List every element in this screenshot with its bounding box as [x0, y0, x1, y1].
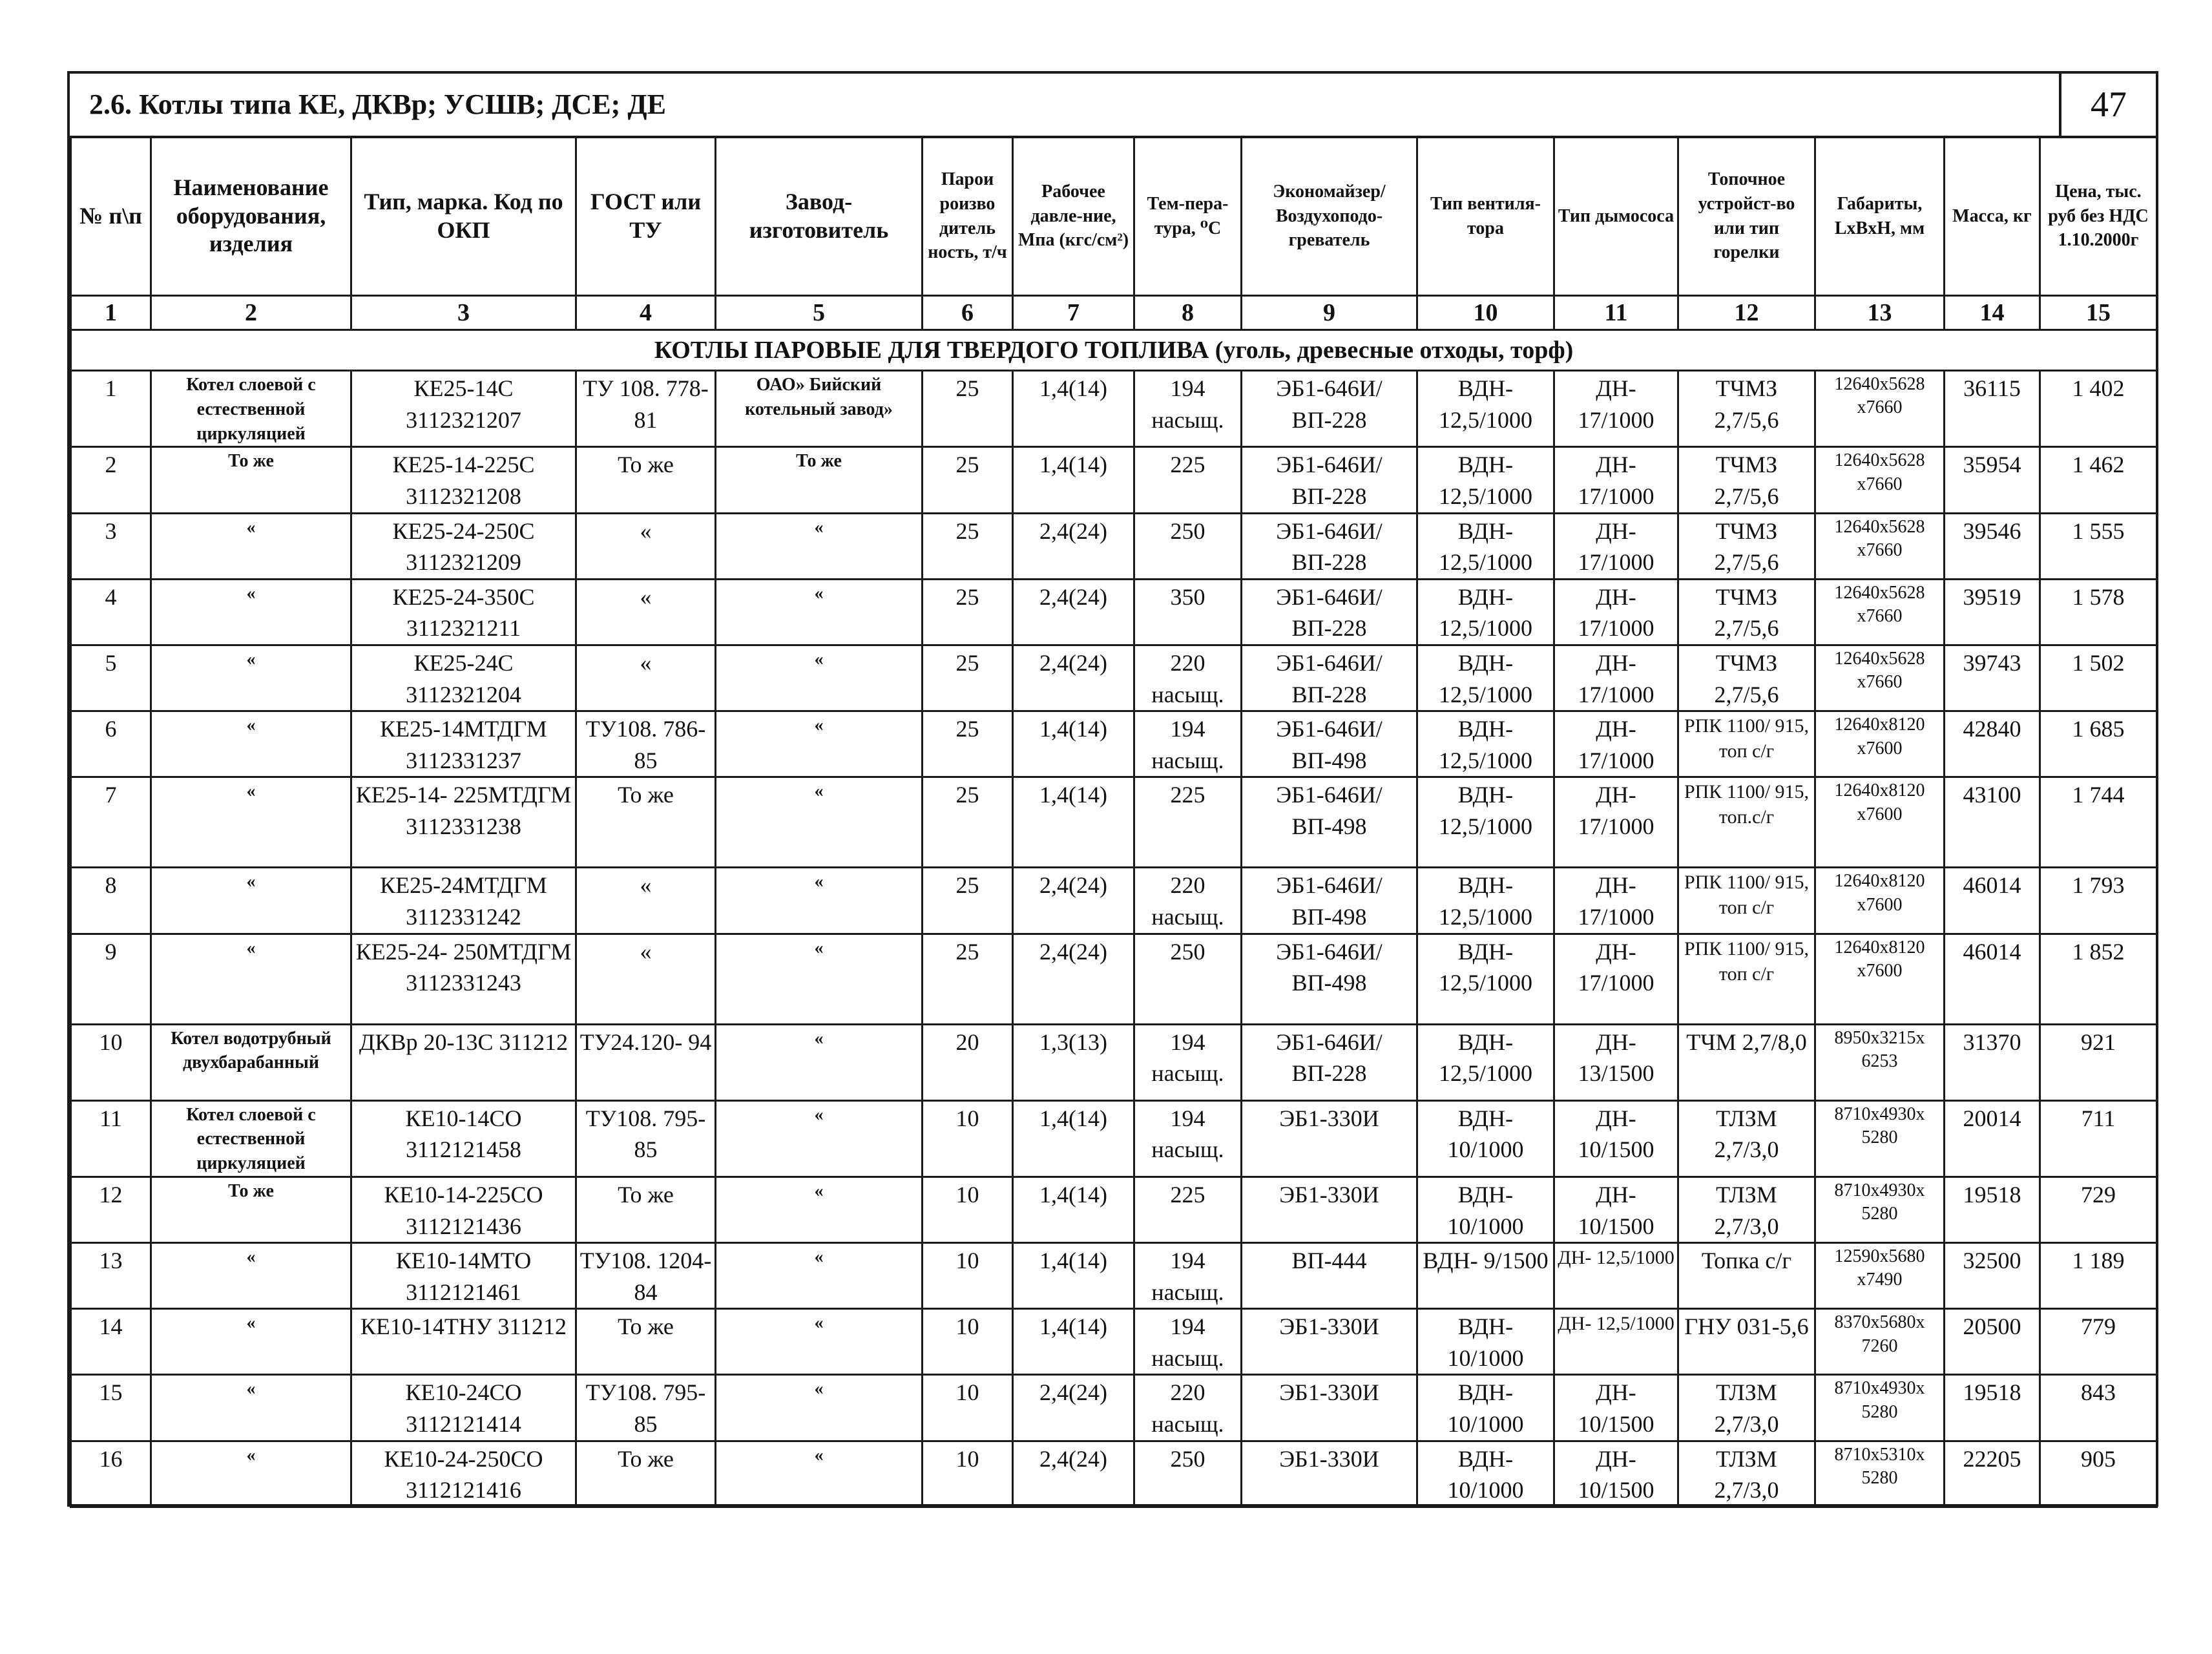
cell-temperature: 250	[1134, 1441, 1242, 1507]
cell-pressure: 2,4(24)	[1013, 1375, 1134, 1441]
cell-mass: 46014	[1945, 868, 2040, 934]
cell-exhaust-type: ДН- 10/1500	[1554, 1441, 1678, 1507]
cell-manufacturer: «	[716, 1309, 923, 1375]
cell-dimensions: 8370x5680x 7260	[1815, 1309, 1945, 1375]
cell-type-code: КЕ25-14- 225МТДГМ 3112331238	[351, 777, 576, 868]
cell-pressure: 1,4(14)	[1013, 1309, 1134, 1375]
col-header-4: ГОСТ или ТУ	[576, 137, 716, 296]
cell-price: 1 578	[2040, 579, 2157, 645]
cell-exhaust-type: ДН- 17/1000	[1554, 447, 1678, 513]
cell-equipment-name: То же	[151, 1177, 351, 1242]
cell-temperature: 194 насыщ.	[1134, 1243, 1242, 1309]
cell-capacity: 25	[923, 777, 1013, 868]
cell-manufacturer: «	[716, 1243, 923, 1309]
cell-burner-type: ТЧМЗ 2,7/5,6	[1678, 371, 1815, 447]
cell-exhaust-type: ДН- 12,5/1000	[1554, 1243, 1678, 1309]
cell-economizer: ЭБ1-330И	[1242, 1375, 1417, 1441]
cell-price: 1 555	[2040, 513, 2157, 579]
cell-dimensions: 8710x4930x 5280	[1815, 1100, 1945, 1177]
cell-temperature: 194 насыщ.	[1134, 711, 1242, 777]
cell-pressure: 1,3(13)	[1013, 1024, 1134, 1100]
cell-economizer: ЭБ1-646И/ ВП-498	[1242, 934, 1417, 1024]
table-row	[71, 1375, 2157, 1441]
cell-temperature: 220 насыщ.	[1134, 645, 1242, 711]
cell-temperature: 250	[1134, 513, 1242, 579]
cell-burner-type: ТЧМ 2,7/8,0	[1678, 1024, 1815, 1100]
cell-pressure: 1,4(14)	[1013, 1100, 1134, 1177]
cell-capacity: 10	[923, 1177, 1013, 1242]
cell-manufacturer: «	[716, 711, 923, 777]
cell-fan-type: ВДН- 12,5/1000	[1417, 513, 1554, 579]
cell-pressure: 2,4(24)	[1013, 934, 1134, 1024]
table-row	[71, 1100, 2157, 1177]
cell-temperature: 225	[1134, 777, 1242, 868]
col-header-7: Рабочее давле-ние, Мпа (кгс/см²)	[1013, 137, 1134, 296]
cell-mass: 39743	[1945, 645, 2040, 711]
cell-dimensions: 12640x8120 x7600	[1815, 777, 1945, 868]
title-bar	[70, 74, 2156, 138]
cell-type-code: КЕ25-14-225С 3112321208	[351, 447, 576, 513]
cell-economizer: ЭБ1-330И	[1242, 1100, 1417, 1177]
cell-type-code: КЕ25-14С 3112321207	[351, 371, 576, 447]
column-number: 12	[1678, 296, 1815, 330]
cell-pressure: 1,4(14)	[1013, 1177, 1134, 1242]
col-header-9: Экономайзер/ Воздухоподо-греватель	[1242, 137, 1417, 296]
column-number-row	[71, 296, 2157, 330]
cell-capacity: 25	[923, 447, 1013, 513]
cell-mass: 31370	[1945, 1024, 2040, 1100]
cell-temperature: 250	[1134, 934, 1242, 1024]
cell-gost: «	[576, 513, 716, 579]
cell-gost: ТУ108. 786-85	[576, 711, 716, 777]
cell-type-code: ДКВр 20-13С 311212	[351, 1024, 576, 1100]
cell-number: 9	[71, 934, 151, 1024]
cell-manufacturer: «	[716, 868, 923, 934]
cell-number: 11	[71, 1100, 151, 1177]
column-number: 11	[1554, 296, 1678, 330]
cell-dimensions: 12640x8120 x7600	[1815, 711, 1945, 777]
cell-burner-type: РПК 1100/ 915, топ с/г	[1678, 868, 1815, 934]
cell-price: 921	[2040, 1024, 2157, 1100]
cell-mass: 39519	[1945, 579, 2040, 645]
document-sheet	[67, 71, 2158, 1507]
cell-burner-type: ТЧМЗ 2,7/5,6	[1678, 579, 1815, 645]
cell-fan-type: ВДН- 10/1000	[1417, 1441, 1554, 1507]
cell-capacity: 25	[923, 513, 1013, 579]
cell-gost: То же	[576, 1441, 716, 1507]
cell-number: 15	[71, 1375, 151, 1441]
cell-type-code: КЕ10-24-250СО 3112121416	[351, 1441, 576, 1507]
table-row	[71, 1309, 2157, 1375]
cell-dimensions: 12640x5628 x7660	[1815, 447, 1945, 513]
col-header-11: Тип дымососа	[1554, 137, 1678, 296]
cell-capacity: 25	[923, 371, 1013, 447]
section-header-row	[71, 330, 2157, 371]
column-number: 2	[151, 296, 351, 330]
cell-exhaust-type: ДН- 17/1000	[1554, 934, 1678, 1024]
cell-economizer: ЭБ1-330И	[1242, 1177, 1417, 1242]
cell-exhaust-type: ДН- 17/1000	[1554, 868, 1678, 934]
cell-gost: ТУ 108. 778-81	[576, 371, 716, 447]
cell-equipment-name: «	[151, 1375, 351, 1441]
cell-number: 2	[71, 447, 151, 513]
cell-dimensions: 8710x4930x 5280	[1815, 1177, 1945, 1242]
cell-gost: «	[576, 934, 716, 1024]
cell-dimensions: 8710x4930x 5280	[1815, 1375, 1945, 1441]
cell-economizer: ЭБ1-646И/ ВП-228	[1242, 1024, 1417, 1100]
cell-number: 10	[71, 1024, 151, 1100]
cell-capacity: 20	[923, 1024, 1013, 1100]
cell-temperature: 194 насыщ.	[1134, 1100, 1242, 1177]
col-header-12: Топочное устройст-во или тип горелки	[1678, 137, 1815, 296]
cell-economizer: ЭБ1-646И/ ВП-228	[1242, 371, 1417, 447]
cell-burner-type: ТЧМЗ 2,7/5,6	[1678, 447, 1815, 513]
section-title: КОТЛЫ ПАРОВЫЕ ДЛЯ ТВЕРДОГО ТОПЛИВА (уголь, древесные отходы, торф)	[71, 330, 2157, 371]
cell-capacity: 10	[923, 1100, 1013, 1177]
cell-temperature: 220 насыщ.	[1134, 1375, 1242, 1441]
table-row	[71, 579, 2157, 645]
cell-fan-type: ВДН- 12,5/1000	[1417, 447, 1554, 513]
cell-mass: 19518	[1945, 1375, 2040, 1441]
cell-equipment-name: «	[151, 1441, 351, 1507]
cell-temperature: 194 насыщ.	[1134, 1309, 1242, 1375]
cell-manufacturer: То же	[716, 447, 923, 513]
column-number: 7	[1013, 296, 1134, 330]
cell-type-code: КЕ25-14МТДГМ 3112331237	[351, 711, 576, 777]
cell-temperature: 225	[1134, 447, 1242, 513]
cell-mass: 19518	[1945, 1177, 2040, 1242]
cell-equipment-name: «	[151, 579, 351, 645]
cell-price: 1 852	[2040, 934, 2157, 1024]
table-row	[71, 777, 2157, 868]
cell-number: 6	[71, 711, 151, 777]
cell-mass: 32500	[1945, 1243, 2040, 1309]
cell-fan-type: ВДН- 12,5/1000	[1417, 579, 1554, 645]
cell-type-code: КЕ25-24С 3112321204	[351, 645, 576, 711]
cell-economizer: ЭБ1-646И/ ВП-498	[1242, 868, 1417, 934]
cell-gost: «	[576, 868, 716, 934]
cell-mass: 20500	[1945, 1309, 2040, 1375]
cell-number: 13	[71, 1243, 151, 1309]
cell-fan-type: ВДН- 10/1000	[1417, 1309, 1554, 1375]
cell-gost: То же	[576, 1309, 716, 1375]
cell-economizer: ЭБ1-330И	[1242, 1441, 1417, 1507]
cell-equipment-name: То же	[151, 447, 351, 513]
cell-fan-type: ВДН- 12,5/1000	[1417, 1024, 1554, 1100]
page-title: 2.6. Котлы типа КЕ, ДКВр; УСШВ; ДСЕ; ДЕ	[89, 89, 666, 120]
cell-exhaust-type: ДН- 17/1000	[1554, 777, 1678, 868]
cell-number: 5	[71, 645, 151, 711]
column-number: 15	[2040, 296, 2157, 330]
column-number: 3	[351, 296, 576, 330]
cell-dimensions: 12640x8120 x7600	[1815, 934, 1945, 1024]
cell-gost: «	[576, 579, 716, 645]
cell-gost: ТУ24.120- 94	[576, 1024, 716, 1100]
cell-price: 1 793	[2040, 868, 2157, 934]
cell-pressure: 2,4(24)	[1013, 1441, 1134, 1507]
cell-mass: 22205	[1945, 1441, 2040, 1507]
col-header-5: Завод-изготовитель	[716, 137, 923, 296]
cell-price: 1 462	[2040, 447, 2157, 513]
cell-burner-type: РПК 1100/ 915, топ с/г	[1678, 711, 1815, 777]
cell-price: 1 402	[2040, 371, 2157, 447]
cell-economizer: ВП-444	[1242, 1243, 1417, 1309]
cell-type-code: КЕ25-24- 250МТДГМ 3112331243	[351, 934, 576, 1024]
cell-temperature: 194 насыщ.	[1134, 1024, 1242, 1100]
cell-capacity: 25	[923, 645, 1013, 711]
cell-number: 3	[71, 513, 151, 579]
table-row	[71, 1024, 2157, 1100]
cell-type-code: КЕ10-14МТО 3112121461	[351, 1243, 576, 1309]
cell-fan-type: ВДН- 10/1000	[1417, 1177, 1554, 1242]
column-number: 13	[1815, 296, 1945, 330]
cell-gost: ТУ108. 795-85	[576, 1375, 716, 1441]
cell-dimensions: 12640x5628 x7660	[1815, 513, 1945, 579]
cell-capacity: 25	[923, 711, 1013, 777]
cell-pressure: 1,4(14)	[1013, 447, 1134, 513]
col-header-3: Тип, марка. Код по ОКП	[351, 137, 576, 296]
cell-dimensions: 12640x5628 x7660	[1815, 579, 1945, 645]
cell-manufacturer: «	[716, 934, 923, 1024]
cell-price: 1 744	[2040, 777, 2157, 868]
cell-mass: 20014	[1945, 1100, 2040, 1177]
cell-burner-type: РПК 1100/ 915, топ.с/г	[1678, 777, 1815, 868]
cell-temperature: 225	[1134, 1177, 1242, 1242]
cell-dimensions: 12590x5680 x7490	[1815, 1243, 1945, 1309]
cell-burner-type: Топка с/г	[1678, 1243, 1815, 1309]
cell-number: 1	[71, 371, 151, 447]
col-header-2: Наименование оборудования, изделия	[151, 137, 351, 296]
cell-type-code: КЕ25-24-350С 3112321211	[351, 579, 576, 645]
cell-fan-type: ВДН- 12,5/1000	[1417, 868, 1554, 934]
cell-capacity: 25	[923, 579, 1013, 645]
cell-exhaust-type: ДН- 17/1000	[1554, 579, 1678, 645]
cell-pressure: 1,4(14)	[1013, 1243, 1134, 1309]
cell-price: 711	[2040, 1100, 2157, 1177]
cell-price: 729	[2040, 1177, 2157, 1242]
cell-pressure: 2,4(24)	[1013, 645, 1134, 711]
cell-manufacturer: «	[716, 645, 923, 711]
cell-pressure: 2,4(24)	[1013, 579, 1134, 645]
cell-burner-type: ТЛЗМ 2,7/3,0	[1678, 1375, 1815, 1441]
cell-number: 16	[71, 1441, 151, 1507]
cell-equipment-name: «	[151, 777, 351, 868]
cell-fan-type: ВДН- 12,5/1000	[1417, 934, 1554, 1024]
cell-economizer: ЭБ1-646И/ ВП-498	[1242, 711, 1417, 777]
boiler-table	[70, 136, 2158, 1508]
cell-mass: 43100	[1945, 777, 2040, 868]
table-row	[71, 934, 2157, 1024]
table-row	[71, 1441, 2157, 1507]
cell-dimensions: 12640x5628 x7660	[1815, 645, 1945, 711]
cell-gost: То же	[576, 1177, 716, 1242]
cell-type-code: КЕ10-14-225СО 3112121436	[351, 1177, 576, 1242]
cell-fan-type: ВДН- 9/1500	[1417, 1243, 1554, 1309]
table-row	[71, 1177, 2157, 1242]
cell-economizer: ЭБ1-646И/ ВП-498	[1242, 777, 1417, 868]
cell-exhaust-type: ДН- 10/1500	[1554, 1100, 1678, 1177]
col-header-10: Тип вентиля-тора	[1417, 137, 1554, 296]
cell-economizer: ЭБ1-330И	[1242, 1309, 1417, 1375]
cell-equipment-name: «	[151, 934, 351, 1024]
cell-burner-type: ТЛЗМ 2,7/3,0	[1678, 1441, 1815, 1507]
cell-temperature: 220 насыщ.	[1134, 868, 1242, 934]
cell-capacity: 25	[923, 868, 1013, 934]
cell-temperature: 194 насыщ.	[1134, 371, 1242, 447]
cell-capacity: 10	[923, 1243, 1013, 1309]
cell-dimensions: 12640x8120 x7600	[1815, 868, 1945, 934]
cell-economizer: ЭБ1-646И/ ВП-228	[1242, 447, 1417, 513]
cell-equipment-name: «	[151, 513, 351, 579]
table-row	[71, 868, 2157, 934]
table-row	[71, 1243, 2157, 1309]
col-header-8: Тем-пера-тура, ⁰С	[1134, 137, 1242, 296]
column-number: 6	[923, 296, 1013, 330]
header-row	[71, 137, 2157, 296]
cell-dimensions: 8950x3215x 6253	[1815, 1024, 1945, 1100]
table-row	[71, 513, 2157, 579]
cell-price: 1 685	[2040, 711, 2157, 777]
table-row	[71, 371, 2157, 447]
cell-pressure: 1,4(14)	[1013, 777, 1134, 868]
cell-fan-type: ВДН- 12,5/1000	[1417, 371, 1554, 447]
cell-exhaust-type: ДН- 10/1500	[1554, 1177, 1678, 1242]
cell-number: 8	[71, 868, 151, 934]
cell-fan-type: ВДН- 10/1000	[1417, 1100, 1554, 1177]
cell-manufacturer: «	[716, 579, 923, 645]
cell-price: 843	[2040, 1375, 2157, 1441]
table-row	[71, 711, 2157, 777]
cell-capacity: 10	[923, 1375, 1013, 1441]
cell-fan-type: ВДН- 10/1000	[1417, 1375, 1554, 1441]
cell-price: 1 502	[2040, 645, 2157, 711]
cell-type-code: КЕ10-14СО 3112121458	[351, 1100, 576, 1177]
column-number: 8	[1134, 296, 1242, 330]
cell-equipment-name: «	[151, 711, 351, 777]
cell-gost: «	[576, 645, 716, 711]
cell-price: 1 189	[2040, 1243, 2157, 1309]
cell-manufacturer: «	[716, 1375, 923, 1441]
cell-mass: 35954	[1945, 447, 2040, 513]
cell-fan-type: ВДН- 12,5/1000	[1417, 645, 1554, 711]
cell-capacity: 25	[923, 934, 1013, 1024]
cell-burner-type: ТЛЗМ 2,7/3,0	[1678, 1177, 1815, 1242]
cell-economizer: ЭБ1-646И/ ВП-228	[1242, 645, 1417, 711]
cell-manufacturer: «	[716, 1177, 923, 1242]
cell-capacity: 10	[923, 1309, 1013, 1375]
cell-gost: То же	[576, 447, 716, 513]
cell-gost: То же	[576, 777, 716, 868]
cell-manufacturer: «	[716, 513, 923, 579]
cell-number: 14	[71, 1309, 151, 1375]
cell-manufacturer: «	[716, 777, 923, 868]
cell-pressure: 1,4(14)	[1013, 711, 1134, 777]
cell-dimensions: 8710x5310x 5280	[1815, 1441, 1945, 1507]
cell-type-code: КЕ10-24СО 3112121414	[351, 1375, 576, 1441]
cell-burner-type: ГНУ 031-5,6	[1678, 1309, 1815, 1375]
cell-equipment-name: «	[151, 645, 351, 711]
col-header-1: № п\п	[71, 137, 151, 296]
column-number: 14	[1945, 296, 2040, 330]
col-header-6: Парои роизво дитель ность, т/ч	[923, 137, 1013, 296]
cell-equipment-name: Котел водотрубный двухбарабанный	[151, 1024, 351, 1100]
cell-burner-type: ТЧМЗ 2,7/5,6	[1678, 513, 1815, 579]
column-number: 4	[576, 296, 716, 330]
cell-number: 4	[71, 579, 151, 645]
page-number: 47	[2059, 74, 2156, 136]
cell-mass: 42840	[1945, 711, 2040, 777]
cell-economizer: ЭБ1-646И/ ВП-228	[1242, 579, 1417, 645]
cell-capacity: 10	[923, 1441, 1013, 1507]
col-header-15: Цена, тыс. руб без НДС 1.10.2000г	[2040, 137, 2157, 296]
cell-gost: ТУ108. 1204-84	[576, 1243, 716, 1309]
column-number: 1	[71, 296, 151, 330]
cell-mass: 39546	[1945, 513, 2040, 579]
cell-number: 12	[71, 1177, 151, 1242]
cell-exhaust-type: ДН- 13/1500	[1554, 1024, 1678, 1100]
cell-type-code: КЕ25-24МТДГМ 3112331242	[351, 868, 576, 934]
cell-manufacturer: ОАО» Бийский котельный завод»	[716, 371, 923, 447]
cell-burner-type: РПК 1100/ 915, топ с/г	[1678, 934, 1815, 1024]
table-row	[71, 645, 2157, 711]
column-number: 9	[1242, 296, 1417, 330]
cell-price: 779	[2040, 1309, 2157, 1375]
cell-type-code: КЕ25-24-250С 3112321209	[351, 513, 576, 579]
cell-burner-type: ТЛЗМ 2,7/3,0	[1678, 1100, 1815, 1177]
cell-number: 7	[71, 777, 151, 868]
cell-equipment-name: «	[151, 1243, 351, 1309]
cell-manufacturer: «	[716, 1441, 923, 1507]
cell-exhaust-type: ДН- 17/1000	[1554, 513, 1678, 579]
col-header-13: Габариты, LxBxH, мм	[1815, 137, 1945, 296]
cell-type-code: КЕ10-14ТНУ 311212	[351, 1309, 576, 1375]
cell-pressure: 2,4(24)	[1013, 868, 1134, 934]
cell-fan-type: ВДН- 12,5/1000	[1417, 777, 1554, 868]
cell-burner-type: ТЧМЗ 2,7/5,6	[1678, 645, 1815, 711]
cell-manufacturer: «	[716, 1024, 923, 1100]
cell-temperature: 350	[1134, 579, 1242, 645]
cell-pressure: 1,4(14)	[1013, 371, 1134, 447]
cell-exhaust-type: ДН- 12,5/1000	[1554, 1309, 1678, 1375]
cell-equipment-name: «	[151, 868, 351, 934]
cell-dimensions: 12640x5628 x7660	[1815, 371, 1945, 447]
cell-manufacturer: «	[716, 1100, 923, 1177]
cell-gost: ТУ108. 795-85	[576, 1100, 716, 1177]
cell-exhaust-type: ДН- 10/1500	[1554, 1375, 1678, 1441]
cell-mass: 46014	[1945, 934, 2040, 1024]
cell-equipment-name: Котел слоевой с естественной циркуляцией	[151, 371, 351, 447]
cell-economizer: ЭБ1-646И/ ВП-228	[1242, 513, 1417, 579]
col-header-14: Масса, кг	[1945, 137, 2040, 296]
column-number: 5	[716, 296, 923, 330]
table-row	[71, 447, 2157, 513]
cell-mass: 36115	[1945, 371, 2040, 447]
cell-exhaust-type: ДН- 17/1000	[1554, 711, 1678, 777]
cell-exhaust-type: ДН- 17/1000	[1554, 645, 1678, 711]
cell-fan-type: ВДН- 12,5/1000	[1417, 711, 1554, 777]
cell-exhaust-type: ДН- 17/1000	[1554, 371, 1678, 447]
column-number: 10	[1417, 296, 1554, 330]
cell-price: 905	[2040, 1441, 2157, 1507]
cell-equipment-name: «	[151, 1309, 351, 1375]
cell-equipment-name: Котел слоевой с естественной циркуляцией	[151, 1100, 351, 1177]
cell-pressure: 2,4(24)	[1013, 513, 1134, 579]
